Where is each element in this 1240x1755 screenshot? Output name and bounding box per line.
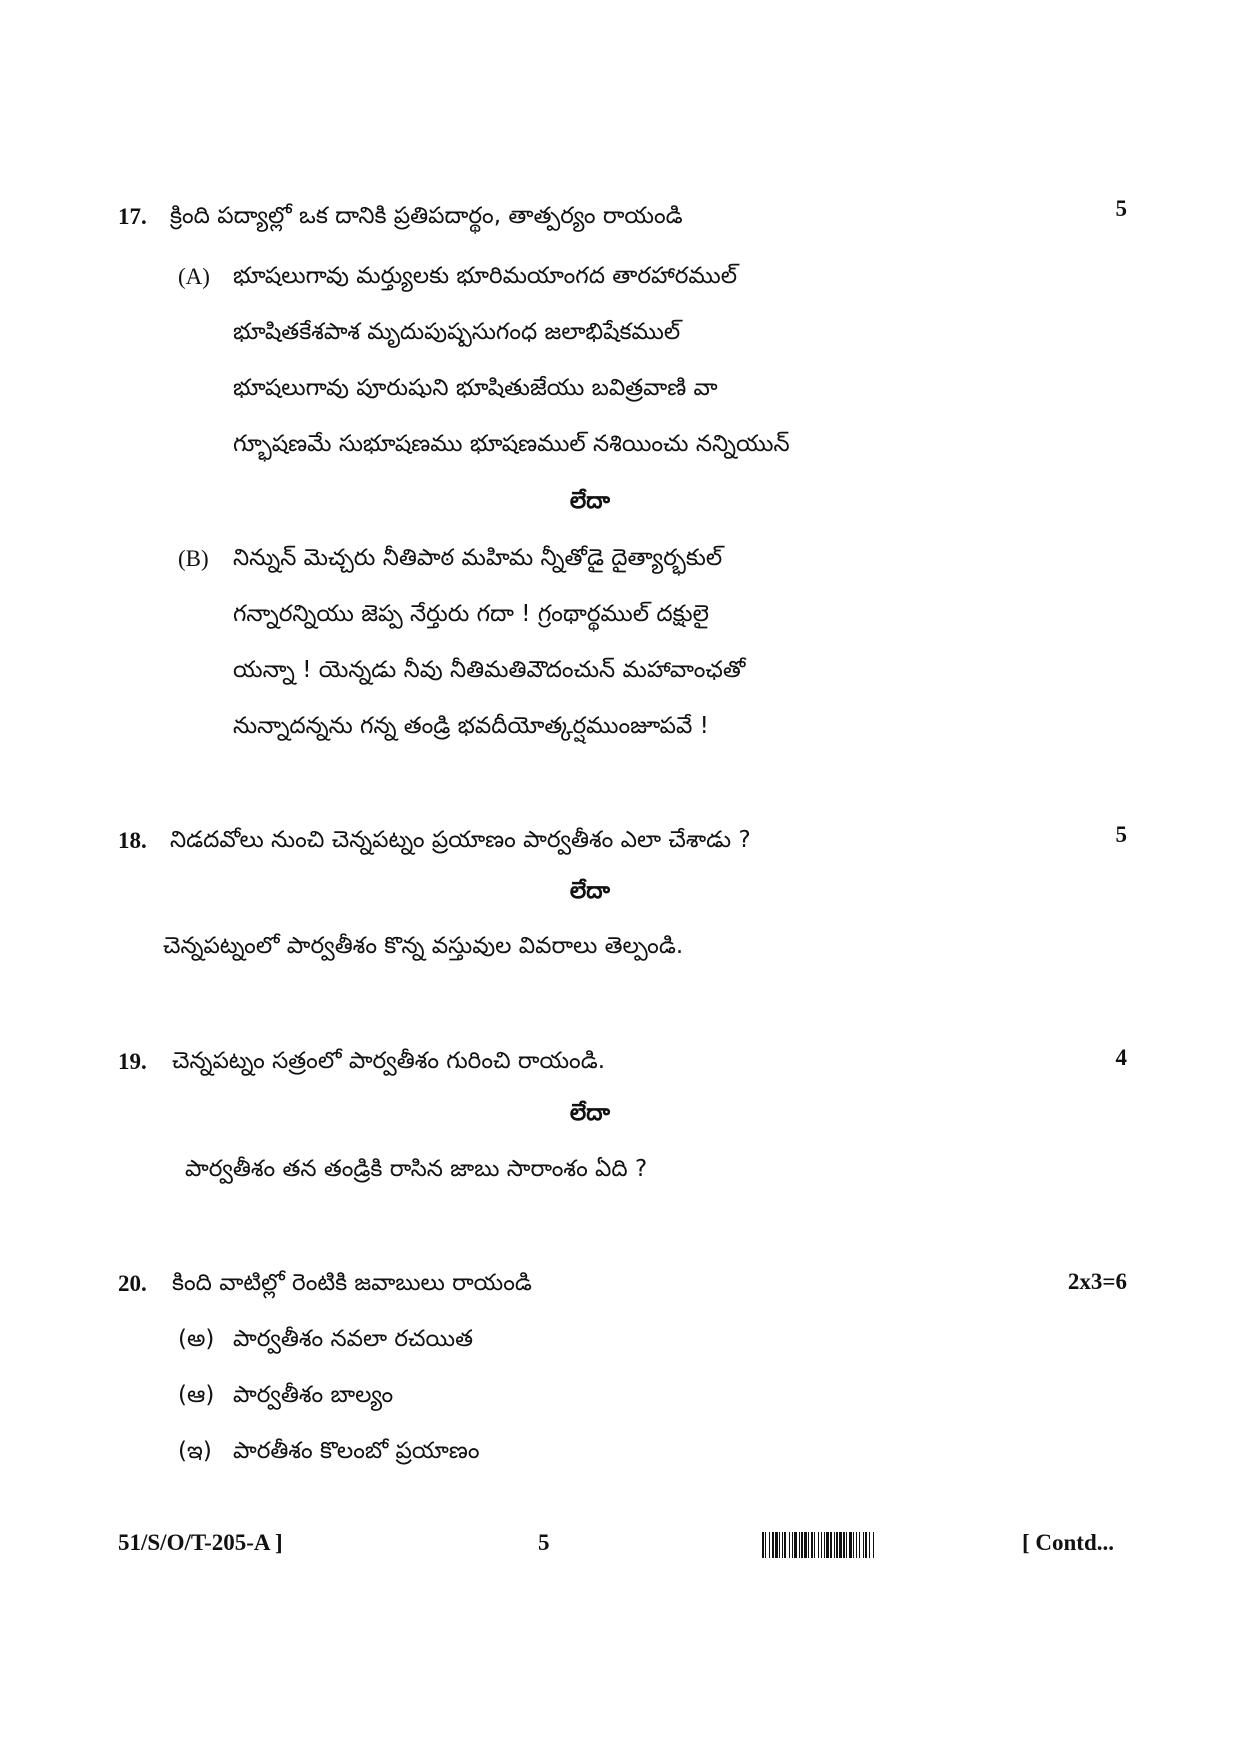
question-text: చెన్నపట్నం సత్రంలో పార్వతీశం గురించి రాయండి. bbox=[172, 1048, 606, 1074]
verse-line: భూషలుగావు మర్త్యులకు భూరిమయాంగద తారహారముల్ bbox=[233, 263, 738, 289]
sub-item-label: (ఆ) bbox=[178, 1382, 215, 1408]
verse-line: యన్నా ! యెన్నడు నీవు నీతిమతివౌదంచున్ మహావాంఛతో bbox=[233, 657, 746, 683]
verse-line: భూషలుగావు పూరుషుని భూషితుజేయు బవిత్రవాణి వా bbox=[233, 375, 718, 401]
or-separator: లేదా bbox=[569, 1100, 611, 1126]
verse-line: గన్నారన్నియు జెప్ప నేర్తురు గదా ! గ్రంథార్థముల్ దక్షులై bbox=[233, 601, 709, 627]
question-number: 17. bbox=[118, 204, 147, 229]
question-text: నిడదవోలు నుంచి చెన్నపట్నం ప్రయాణం పార్వతీశం ఎలా చేశాడు ? bbox=[170, 827, 751, 853]
question-number: 20. bbox=[118, 1271, 147, 1296]
paper-code: 51/S/O/T-205-A ] bbox=[118, 1530, 283, 1555]
or-separator: లేదా bbox=[569, 878, 611, 904]
option-label: (B) bbox=[178, 546, 209, 571]
sub-item-text: పారతీశం కొలంబో ప్రయాణం bbox=[233, 1438, 480, 1464]
question-marks: 5 bbox=[1115, 822, 1127, 847]
question-text: కింది వాటిల్లో రెంటికి జవాబులు రాయండి bbox=[172, 1270, 532, 1296]
alternate-question-text: చెన్నపట్నంలో పార్వతీశం కొన్న వస్తువుల వివరాలు తెల్పండి. bbox=[163, 933, 684, 959]
page-number: 5 bbox=[538, 1530, 550, 1555]
sub-item-text: పార్వతీశం బాల్యం bbox=[233, 1382, 394, 1408]
sub-item-text: పార్వతీశం నవలా రచయిత bbox=[233, 1326, 473, 1352]
question-number: 18. bbox=[118, 828, 147, 853]
verse-line: నిన్నున్ మెచ్చరు నీతిపాఠ మహిమ న్నీతోడై దైత్యార్భకుల్ bbox=[233, 545, 723, 571]
question-number: 19. bbox=[118, 1049, 147, 1074]
verse-line: నున్నాదన్నను గన్న తండ్రి భవదీయోత్కర్షముంజూపవే ! bbox=[233, 713, 709, 739]
alternate-question-text: పార్వతీశం తన తండ్రికి రాసిన జాబు సారాంశం ఏది ? bbox=[185, 1156, 648, 1182]
question-marks: 5 bbox=[1115, 196, 1127, 221]
or-separator: లేదా bbox=[569, 488, 611, 514]
question-marks: 4 bbox=[1115, 1045, 1127, 1070]
barcode bbox=[762, 1532, 1018, 1558]
continued-note: [ Contd... bbox=[1022, 1530, 1115, 1555]
sub-item-label: (అ) bbox=[178, 1326, 215, 1352]
verse-line: గ్భూషణమే సుభూషణము భూషణముల్ నశియించు నన్నియున్ bbox=[233, 431, 790, 457]
question-text: క్రింది పద్యాల్లో ఒక దానికి ప్రతిపదార్థం, తాత్పర్యం రాయండి bbox=[170, 203, 683, 229]
verse-line: భూషితకేశపాశ మృదుపుష్పసుగంధ జలాభిషేకముల్ bbox=[233, 319, 681, 345]
question-marks: 2x3=6 bbox=[1067, 1269, 1127, 1294]
sub-item-label: (ఇ) bbox=[178, 1438, 212, 1464]
option-label: (A) bbox=[178, 264, 210, 289]
